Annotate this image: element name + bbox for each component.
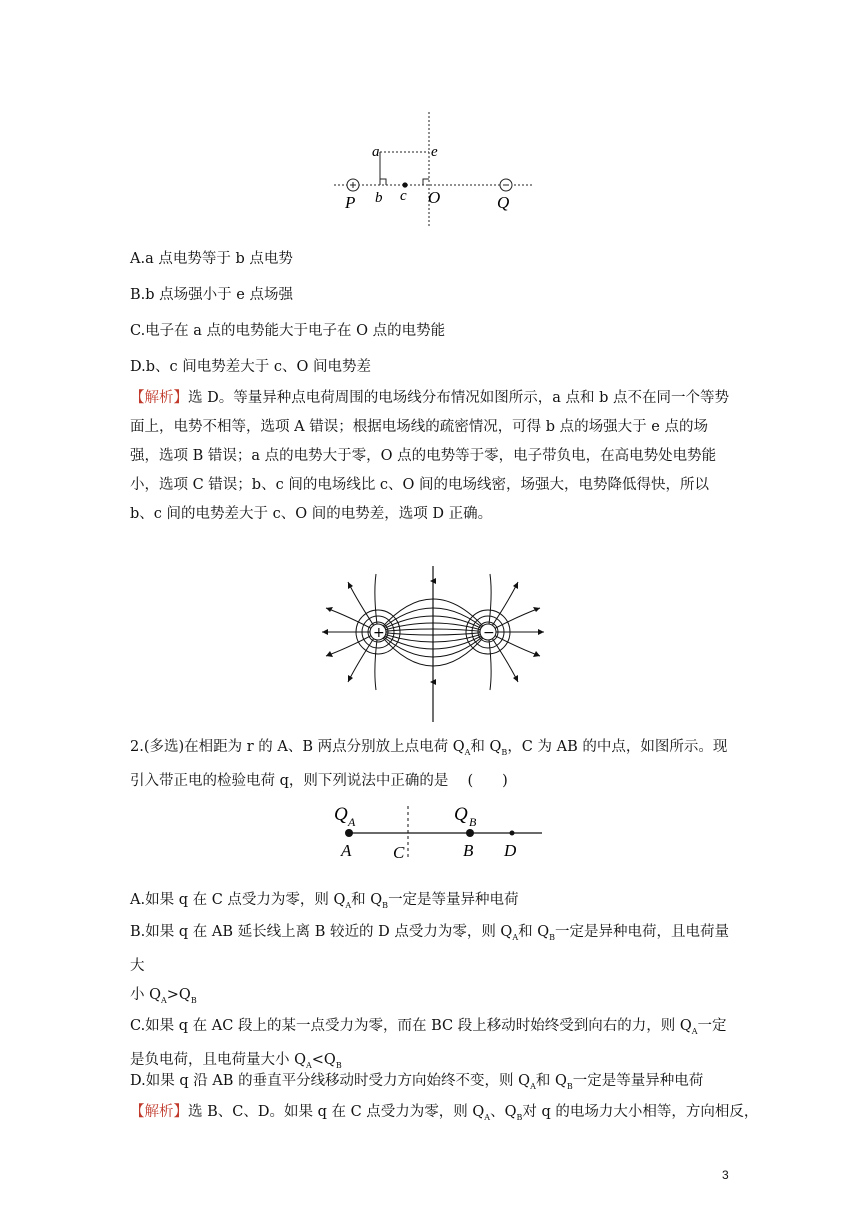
q1-option-a: A.a 点电势等于 b 点电势 [130,251,293,267]
analysis-text: 选 D。等量异种点电荷周围的电场线分布情况如图所示，a 点和 b 点不在同一个等势面上，电势不相等，选项 A 错误；根据电场线的疏密情况，可得 b 点的场强大于 e 点的场强，选项 B 错误；a 点的电势大于零，O 点的电势等于零，电子带负电，在高电势处电势能小，选项 C 错误；b、c 间的电场线比 c、O 间的电场线密，场强大，电势降低得快，所以 b、c 间的电势差大于 c、O 间的电势差，选项 D 正确。 [130,390,729,522]
q2-analysis: 【解析】选 B、C、D。如果 q 在 C 点受力为零，则 $Q_A$、$Q_B$对 q 的电场力大小相等，方向相反， [130,1104,759,1122]
figure-charges-line [330,798,550,864]
label-QB: Q [454,804,468,825]
figure-charges-points [330,110,540,230]
q1-analysis [130,384,732,529]
q2-option-a: A.如果 q 在 C 点受力为零，则 $Q_A$和 $Q_B$一定是等量异种电荷 [130,892,519,910]
label-QB-sub: B [469,815,477,829]
label-QA-sub: A [348,815,356,829]
label-c: c [400,188,407,204]
page-number: 3 [722,1168,729,1182]
analysis-tag: 【解析】 [130,1104,188,1120]
label-P: P [345,193,356,212]
q1-option-d: D.b、c 间电势差大于 c、O 间电势差 [130,359,371,375]
q1-option-c: C.电子在 a 点的电势能大于电子在 O 点的电势能 [130,323,446,339]
q2-option-c: C.如果 q 在 AC 段上的某一点受力为零，而在 BC 段上移动时始终受到向右的力，则 $Q_A$一定 是负电荷，且电荷量大小 $Q_A<Q_B$ [130,1018,727,1070]
label-C: C [393,843,405,862]
label-B: B [463,841,474,860]
q1-option-b: B.b 点场强小于 e 点场强 [130,287,293,303]
label-A: A [341,841,352,860]
plus-sign: + [373,625,385,641]
minus-sign: − [483,625,495,641]
figure-field-lines [318,566,548,722]
label-b: b [375,190,383,206]
q2-option-d: D.如果 q 沿 AB 的垂直平分线移动时受力方向始终不变，则 $Q_A$和 $Q_B$一定是等量异种电荷 [130,1073,704,1091]
analysis-tag: 【解析】 [130,390,188,406]
q2-stem: 2.(多选)在相距为 r 的 A、B 两点分别放上点电荷 $Q_A$和 $Q_B$，C 为 AB 的中点，如图所示。现引入带正电的检验电荷 q，则下列说法中正确的是 ( ) [130,739,728,789]
label-D: D [504,841,517,860]
q2-option-b: B.如果 q 在 AB 延长线上离 B 较近的 D 点受力为零，则 $Q_A$和 $Q_B$一定是异种电荷，且电荷量大 小 $Q_A>Q_B$ [130,924,729,1005]
label-O: O [428,188,441,207]
label-QA: Q [334,804,348,825]
label-e: e [431,144,438,160]
label-a: a [372,144,380,160]
label-Q: Q [497,193,510,212]
